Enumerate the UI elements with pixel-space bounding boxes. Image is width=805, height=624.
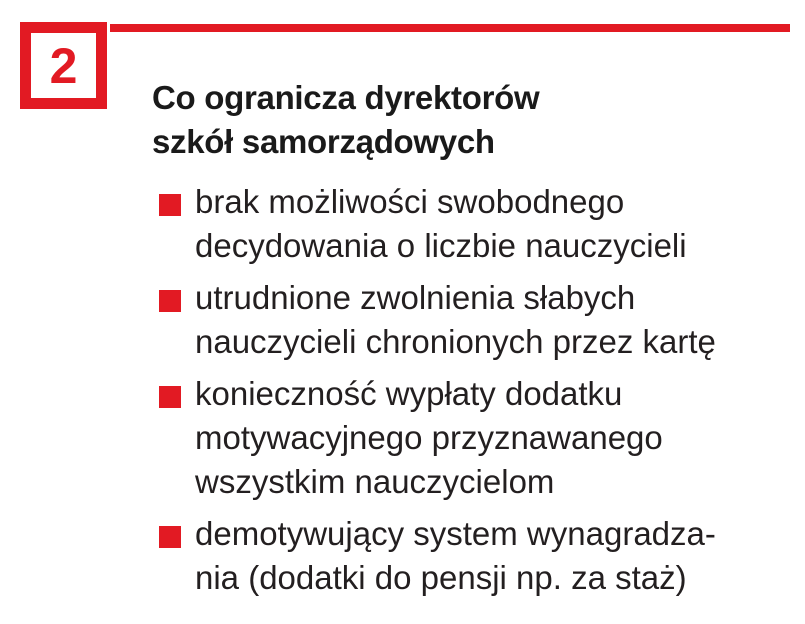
- list-item-line: wszystkim nauczycielom: [195, 463, 555, 500]
- list-item-line: decydowania o liczbie nauczycieli: [195, 227, 687, 264]
- heading-line-1: Co ogranicza dyrektorów: [152, 79, 540, 116]
- top-rule: [110, 24, 790, 32]
- list-item-text: [195, 180, 792, 268]
- heading-line-2: szkół samorządowych: [152, 123, 495, 160]
- list-item-line: nauczycieli chronionych przez kartę: [195, 323, 716, 360]
- list-item: [152, 512, 792, 600]
- red-square-bullet-icon: [159, 386, 181, 408]
- list-item-line: motywacyjnego przyznawanego: [195, 419, 663, 456]
- list-item-line: brak możliwości swobodnego: [195, 183, 625, 220]
- list-item: [152, 180, 792, 268]
- section-number-badge: [20, 22, 107, 109]
- red-square-bullet-icon: [159, 526, 181, 548]
- red-square-bullet-icon: [159, 194, 181, 216]
- bullet-list: [152, 180, 792, 608]
- list-item-line: nia (dodatki do pensji np. za staż): [195, 559, 687, 596]
- heading: [152, 76, 712, 164]
- list-item-text: [195, 276, 792, 364]
- list-item: [152, 276, 792, 364]
- list-item-text: [195, 512, 792, 600]
- section-number: 2: [49, 37, 78, 94]
- list-item-line: demotywujący system wynagradza-: [195, 515, 716, 552]
- list-item: [152, 372, 792, 504]
- list-item-line: konieczność wypłaty dodatku: [195, 375, 623, 412]
- list-item-line: utrudnione zwolnienia słabych: [195, 279, 636, 316]
- red-square-bullet-icon: [159, 290, 181, 312]
- list-item-text: [195, 372, 792, 504]
